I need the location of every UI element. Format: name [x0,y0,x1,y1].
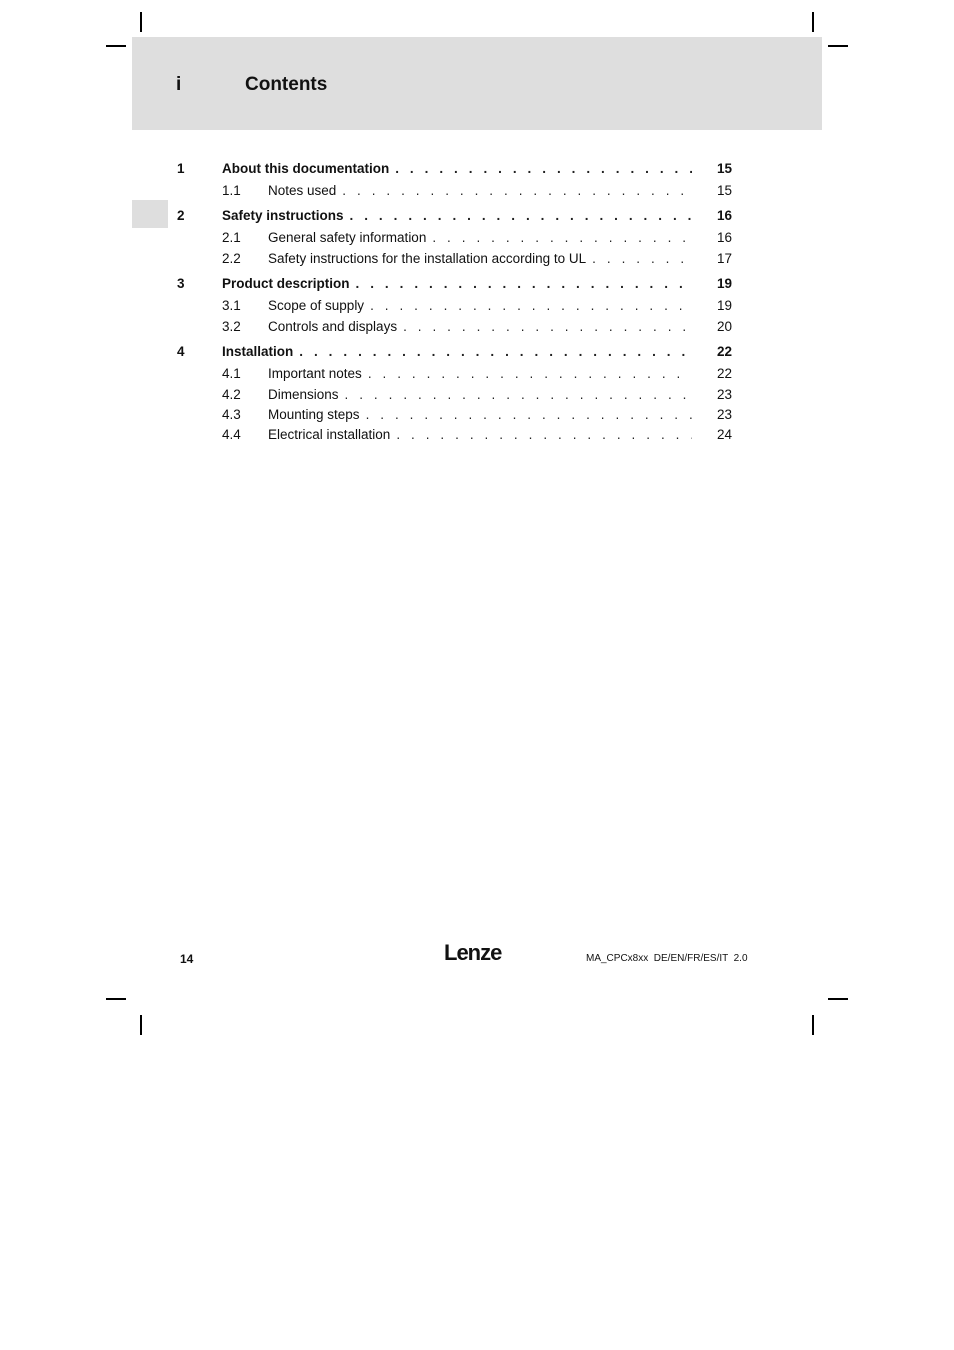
crop-mark [812,12,814,32]
header-band [132,37,822,130]
toc-leader [356,274,692,294]
toc-page: 23 [716,407,732,422]
toc-title: Important notes [268,366,362,381]
toc-entry[interactable] [177,425,733,445]
toc-title: About this documentation [222,161,390,176]
toc-title: Notes used [268,183,337,198]
toc-leader [370,296,692,316]
toc-number: 4 [177,344,185,359]
toc-entry[interactable] [177,249,733,269]
toc-title: Electrical installation [268,427,391,442]
toc-number: 4.3 [222,407,241,422]
toc-entry[interactable] [177,364,733,384]
toc-page: 23 [716,387,732,402]
toc-leader [368,364,692,384]
toc-leader [432,228,692,248]
toc-title: Scope of supply [268,298,365,313]
toc-number: 1.1 [222,183,241,198]
toc-number: 4.4 [222,427,241,442]
toc-number: 1 [177,161,185,176]
toc-entry[interactable] [177,206,733,226]
toc-number: 4.2 [222,387,241,402]
crop-mark [812,1015,814,1035]
toc-entry[interactable] [177,342,733,362]
toc-number: 3 [177,276,185,291]
toc-page: 22 [716,366,732,381]
toc-entry[interactable] [177,296,733,316]
toc-page: 17 [716,251,732,266]
toc-entry[interactable] [177,317,733,337]
crop-mark [140,12,142,32]
toc-title: Product description [222,276,350,291]
toc-title: Safety instructions [222,208,344,223]
toc-leader [350,206,692,226]
document-id: MA_CPCx8xx DE/EN/FR/ES/IT 2.0 [586,953,748,964]
toc-page: 16 [716,208,732,223]
toc-title: Mounting steps [268,407,360,422]
toc-entry[interactable] [177,228,733,248]
side-tab-marker [132,200,168,228]
toc-leader [403,317,692,337]
toc-page: 19 [716,298,732,313]
toc-page: 24 [716,427,732,442]
crop-mark [828,45,848,47]
toc-leader [592,249,692,269]
chapter-icon: i [176,74,182,95]
toc-entry[interactable] [177,274,733,294]
toc-number: 2 [177,208,185,223]
toc-leader [342,181,692,201]
toc-page: 16 [716,230,732,245]
crop-mark [106,45,126,47]
toc-entry[interactable] [177,405,733,425]
toc-entry[interactable] [177,159,733,179]
toc-page: 22 [716,344,732,359]
toc-title: Dimensions [268,387,339,402]
toc-title: General safety information [268,230,427,245]
crop-mark [140,1015,142,1035]
footer-page-number: 14 [180,952,194,966]
toc-title: Controls and displays [268,319,398,334]
lenze-logo: Lenze [444,940,502,965]
toc-entry[interactable] [177,181,733,201]
toc-number: 2.1 [222,230,241,245]
toc-entry[interactable] [177,385,733,405]
toc-leader [299,342,692,362]
toc-page: 20 [716,319,732,334]
toc-number: 3.2 [222,319,241,334]
toc-leader [396,425,692,445]
page-title: Contents [245,74,328,95]
toc-number: 3.1 [222,298,241,313]
toc-leader [395,159,692,179]
toc-title: Safety instructions for the installation according to UL [268,251,587,266]
toc-leader [345,385,692,405]
crop-mark [828,998,848,1000]
toc-page: 15 [716,161,732,176]
toc-number: 4.1 [222,366,241,381]
toc-title: Installation [222,344,294,359]
toc-page: 19 [716,276,732,291]
crop-mark [106,998,126,1000]
toc-page: 15 [716,183,732,198]
toc-leader [366,405,692,425]
toc-number: 2.2 [222,251,241,266]
